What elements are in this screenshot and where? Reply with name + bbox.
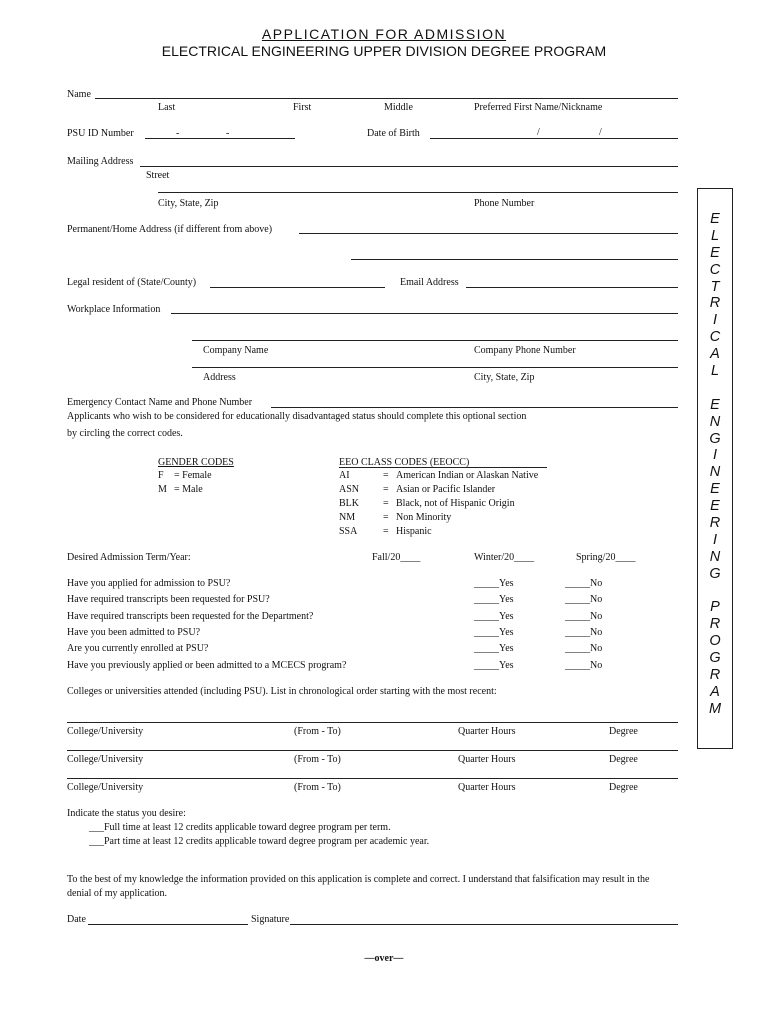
sidebar-letter: R [709,616,721,633]
disadvantaged-text-2: by circling the correct codes. [67,428,183,439]
sidebar-letter: L [710,363,720,380]
name-field[interactable] [95,98,678,99]
mailing-city-sub: City, State, Zip [158,198,219,209]
mailing-label: Mailing Address [67,156,134,167]
college-line[interactable] [67,722,678,723]
college-degree: Degree [609,754,638,765]
sidebar-letter: G [709,650,721,667]
question-yes[interactable]: _____Yes [474,610,514,622]
certify-text-1: To the best of my knowledge the information provided on this application is complete and correct. I understand that falsification may result in the [67,874,650,885]
sidebar-letter: I [712,312,718,329]
term-spring[interactable]: Spring/20____ [576,552,636,563]
gender-code-f: F [158,470,164,481]
emergency-label: Emergency Contact Name and Phone Number [67,397,253,408]
college-college: College/University [67,782,144,793]
eeo-header: EEO CLASS CODES (EEOCC) [339,457,470,468]
question-no[interactable]: _____No [565,626,603,638]
college-degree: Degree [609,782,638,793]
question-yes[interactable]: _____Yes [474,659,514,671]
sidebar-letter [698,380,732,397]
status-part-time[interactable]: ___Part time at least 12 credits applicable toward degree program per academic year. [89,836,430,847]
psu-id-field[interactable] [145,138,295,139]
form-title: APPLICATION FOR ADMISSION [261,26,507,42]
date-label: Date [67,914,86,925]
question-no[interactable]: _____No [565,610,603,622]
question-no[interactable]: _____No [565,594,603,606]
emergency-field[interactable] [271,407,678,408]
name-sub-preferred: Preferred First Name/Nickname [474,102,603,113]
company-name-sub: Company Name [203,345,269,356]
mailing-street-sub: Street [146,170,170,181]
eeo-desc: American Indian or Alaskan Native [396,470,539,481]
gender-code-m: M [158,484,167,495]
sidebar-letter: M [708,700,722,717]
dob-field[interactable] [430,138,678,139]
signature-label: Signature [251,914,290,925]
college-dates: (From - To) [294,726,341,737]
mailing-street-field[interactable] [140,166,678,167]
question-no[interactable]: _____No [565,578,603,589]
sidebar-letter: I [712,531,718,548]
mailing-city-field[interactable] [158,192,678,193]
sidebar-letter [698,583,732,600]
form-subtitle: ELECTRICAL ENGINEERING UPPER DIVISION DEGREE PROGRAM [161,43,607,59]
eeo-code: SSA [339,526,358,537]
question-text: Have you previously applied or been admitted to a MCECS program? [67,659,347,671]
question-text: Have you applied for admission to PSU? [67,578,231,589]
permanent-label: Permanent/Home Address (if different from above) [67,224,273,235]
eeo-code: ASN [339,484,360,495]
college-college: College/University [67,726,144,737]
eeo-desc: Asian or Pacific Islander [396,484,496,495]
sidebar-letter: R [709,667,721,684]
college-hours: Quarter Hours [458,726,516,737]
sidebar-letter: E [710,211,720,227]
eeo-desc-eq: = [383,498,389,509]
sidebar-letter: N [709,464,721,481]
status-full-time[interactable]: ___Full time at least 12 credits applicable toward degree program per term. [89,822,391,833]
sidebar-letter: N [709,413,721,430]
college-degree: Degree [609,726,638,737]
question-text: Have you been admitted to PSU? [67,626,201,638]
psu-id-sep-2: - [226,128,230,139]
permanent-field-1[interactable] [299,233,678,234]
term-winter[interactable]: Winter/20____ [474,552,535,563]
sidebar-letter: E [710,498,720,515]
question-yes[interactable]: _____Yes [474,643,514,655]
eeo-code: AI [339,470,350,481]
email-field[interactable] [466,287,678,288]
gender-desc-f: = Female [174,470,212,481]
sidebar-letter: R [709,515,721,532]
eeo-desc: Non Minority [396,512,452,523]
eeo-desc: Hispanic [396,526,432,537]
college-line[interactable] [67,750,678,751]
sidebar-letter: P [710,599,720,616]
sidebar-letter: N [709,548,721,565]
college-hours: Quarter Hours [458,754,516,765]
sidebar-letter: A [710,683,720,700]
sidebar-letter: E [710,244,720,261]
sidebar-letter: R [709,295,721,312]
permanent-field-2[interactable] [351,259,678,260]
disadvantaged-text-1: Applicants who wish to be considered for educationally disadvantaged status should complete this optional section [67,411,527,422]
sidebar-letter: T [710,278,720,295]
sidebar-letter: E [710,481,720,498]
college-hours: Quarter Hours [458,782,516,793]
dob-sep-1: / [537,127,540,138]
colleges-intro: Colleges or universities attended (including PSU). List in chronological order starting with the most recent: [67,686,497,697]
company-field[interactable] [192,340,678,341]
psu-id-label: PSU ID Number [67,128,134,139]
college-dates: (From - To) [294,782,341,793]
sidebar-letter: E [710,396,720,413]
name-sub-middle: Middle [384,102,413,113]
workplace-field[interactable] [171,313,678,314]
gender-desc-m: = Male [174,484,203,495]
college-line[interactable] [67,778,678,779]
name-label: Name [67,89,91,100]
eeo-code: BLK [339,498,359,509]
email-label: Email Address [400,277,459,288]
mailing-phone-sub: Phone Number [474,198,535,209]
dob-sep-2: / [599,127,602,138]
question-yes[interactable]: _____Yes [474,594,514,606]
question-no[interactable]: _____No [565,659,603,671]
eeo-desc-eq: = [383,526,389,537]
question-yes[interactable]: _____Yes [474,626,514,638]
name-sub-first: First [293,102,312,113]
sidebar-letter: G [709,430,721,447]
question-text: Have required transcripts been requested for the Department? [67,610,314,622]
college-college: College/University [67,754,144,765]
sidebar-letter: G [709,565,721,582]
psu-id-sep-1: - [176,128,180,139]
eeo-desc-eq: = [383,484,389,495]
company-address-field[interactable] [192,367,678,368]
date-field[interactable] [88,924,248,925]
sidebar-letter: L [710,227,720,244]
question-no[interactable]: _____No [565,643,603,655]
term-fall[interactable]: Fall/20____ [372,552,421,563]
sidebar-letter: C [709,261,721,278]
sidebar-letter: O [709,633,721,650]
company-phone-sub: Company Phone Number [474,345,576,356]
question-text: Are you currently enrolled at PSU? [67,643,209,655]
eeo-code: NM [339,512,356,523]
sidebar-program-box [697,188,733,749]
footer-over: —over— [364,953,404,964]
sidebar-letter: A [710,346,720,363]
name-sub-last: Last [158,102,176,113]
status-label: Indicate the status you desire: [67,808,186,819]
eeo-desc-eq: = [383,512,389,523]
signature-field[interactable] [290,924,678,925]
certify-text-2: denial of my application. [67,888,167,899]
dob-label: Date of Birth [367,128,420,139]
legal-label: Legal resident of (State/County) [67,277,197,288]
sidebar-program-text [698,189,732,718]
question-text: Have required transcripts been requested for PSU? [67,594,270,606]
gender-header: GENDER CODES [158,457,234,468]
eeo-desc-eq: = [383,470,389,481]
college-dates: (From - To) [294,754,341,765]
eeo-header-underline [339,467,547,468]
company-city-sub: City, State, Zip [474,372,535,383]
eeo-desc: Black, not of Hispanic Origin [396,498,515,509]
company-address-sub: Address [203,372,236,383]
sidebar-letter: I [712,447,718,464]
question-yes[interactable]: _____Yes [474,578,514,589]
term-label: Desired Admission Term/Year: [67,552,191,563]
workplace-label: Workplace Information [67,304,161,315]
legal-field[interactable] [210,287,385,288]
sidebar-letter: C [709,329,721,346]
